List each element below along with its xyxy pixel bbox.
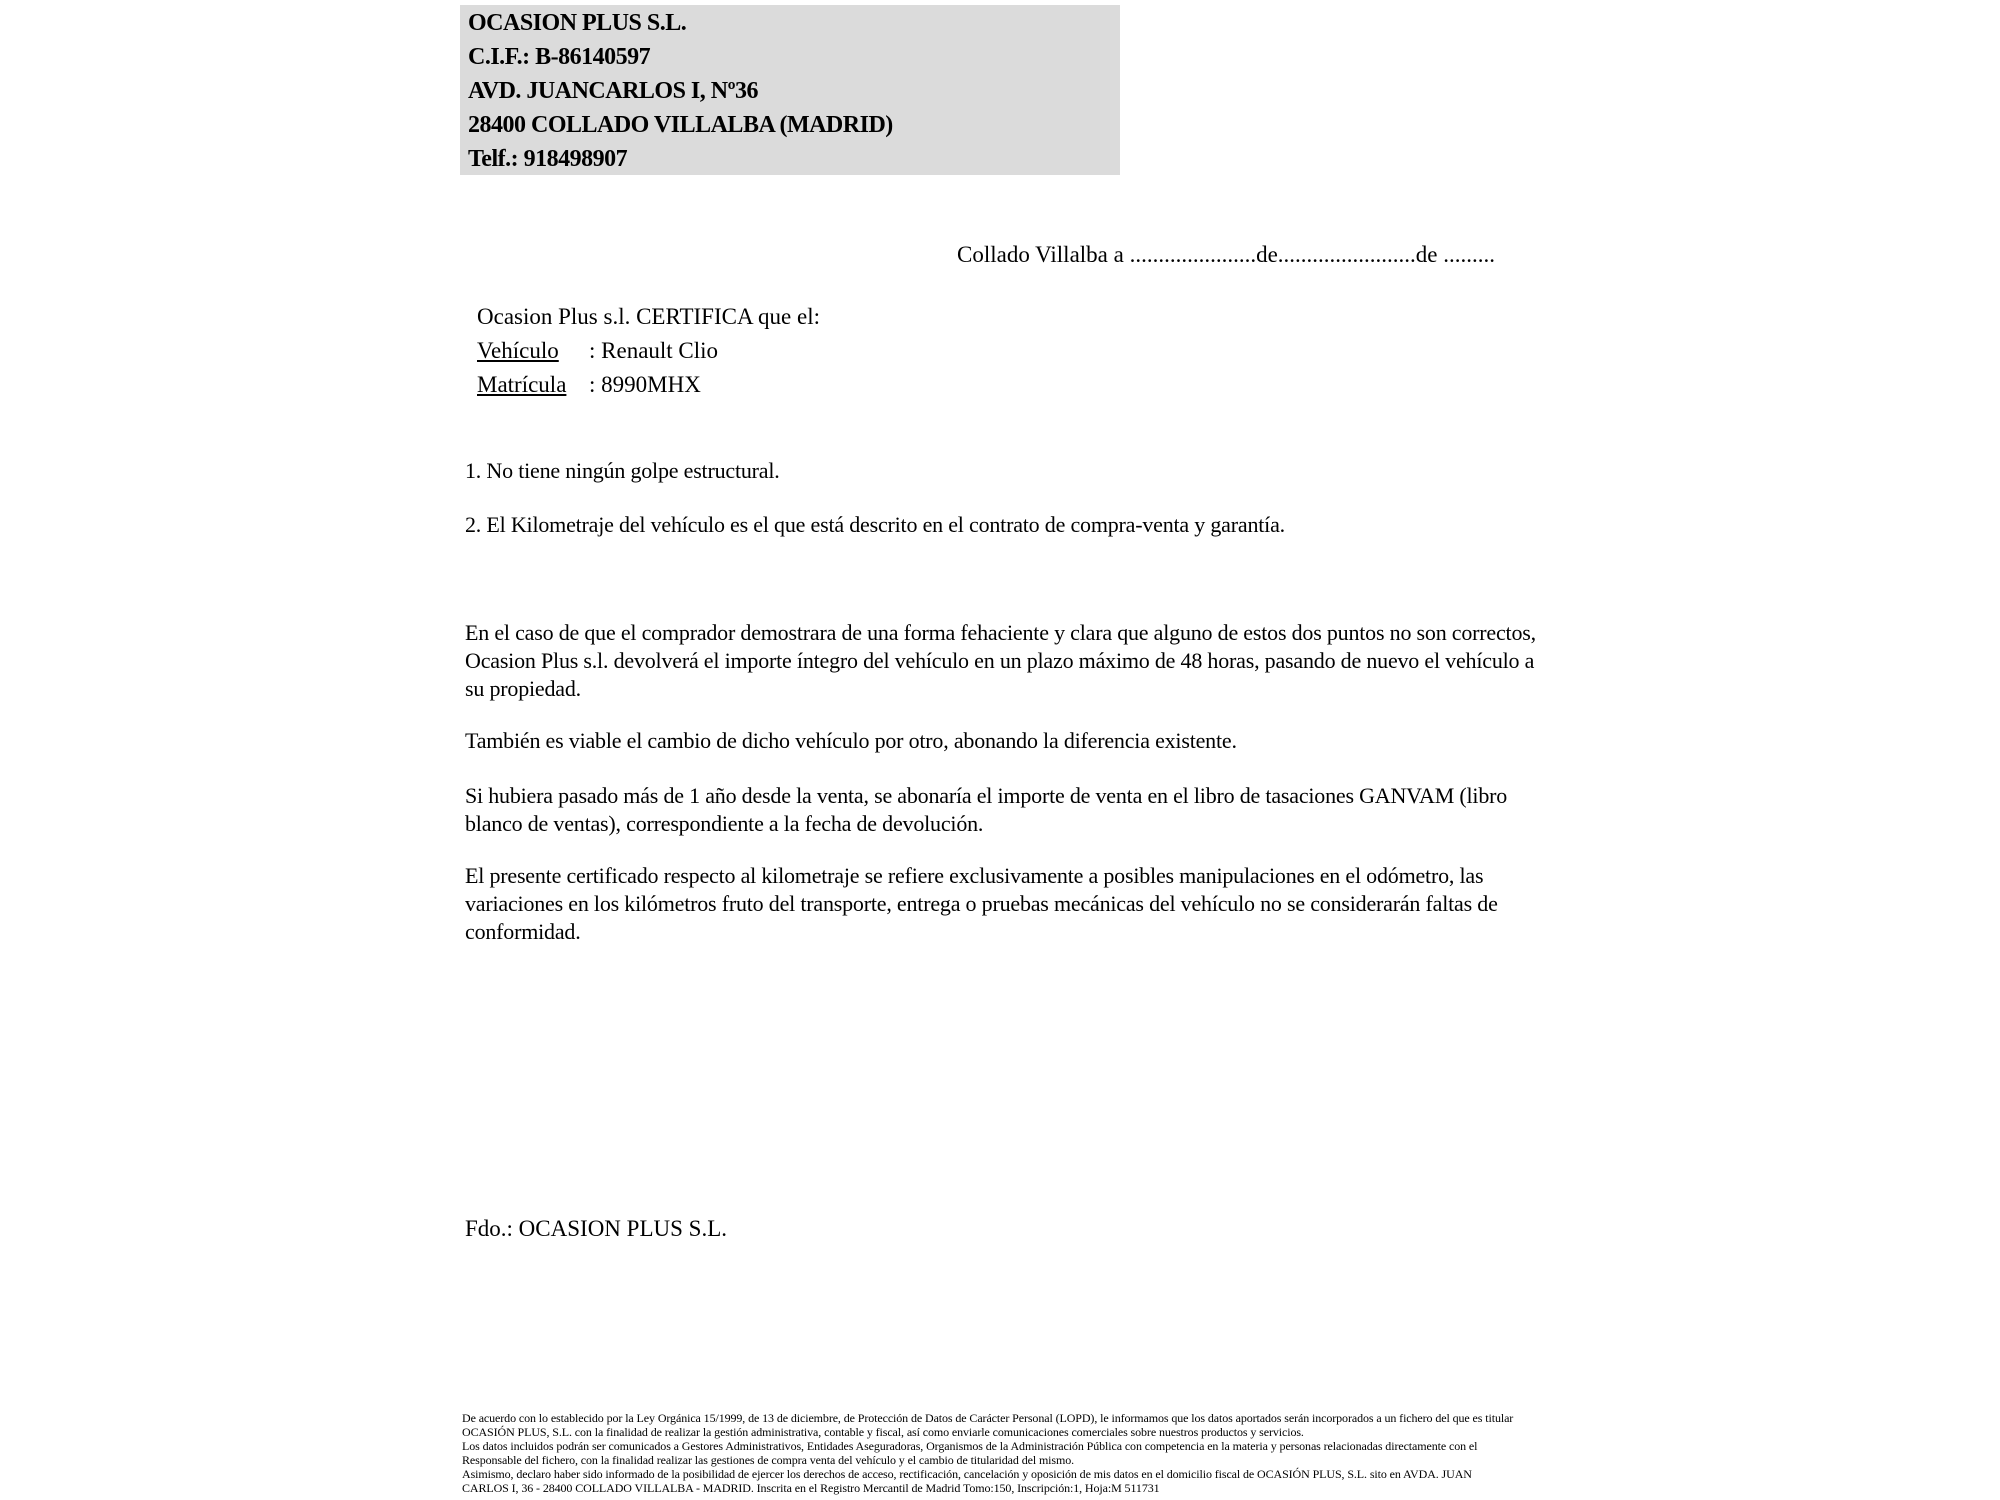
vehicle-row [477,334,820,368]
legal-line: CARLOS I, 36 - 28400 COLLADO VILLALBA - MADRID. Inscrita en el Registro Mercantil de Madrid Tomo:150, Inscripción:1, Hoja:M 511731 [462,1481,1160,1495]
legal-line: De acuerdo con lo establecido por la Ley Orgánica 15/1999, de 13 de diciembre, de Protección de Datos de Carácter Personal (LOPD), le informamos que los datos aportados serán incorporados a un fichero del que es titular [462,1411,1514,1425]
company-phone: Telf.: 918498907 [468,146,628,172]
point-structural: 1. No tiene ningún golpe estructural. [465,458,780,483]
legal-footer [462,1411,1962,1495]
signature-line: Fdo.: OCASION PLUS S.L. [465,1216,727,1241]
paragraph-refund-guarantee: En el caso de que el comprador demostrara de una forma fehaciente y clara que alguno de estos dos puntos no son correctos, Ocasion Plus s.l. devolverá el importe íntegro del vehículo en un plazo máximo de 48 horas, pasando de nuevo el vehículo a su propiedad. [465,620,1536,701]
plate-value: : 8990MHX [589,372,701,397]
certify-intro: Ocasion Plus s.l. CERTIFICA que el: [477,304,820,329]
company-header-box [460,5,1120,175]
company-name: OCASION PLUS S.L. [468,10,687,36]
plate-row [477,368,820,402]
company-address: AVD. JUANCARLOS I, Nº36 [468,78,759,104]
legal-line: Los datos incluidos podrán ser comunicados a Gestores Administrativos, Entidades Aseguradoras, Organismos de la Administración Pública con competencia en la materia y personas relacionadas directamente con el [462,1439,1478,1453]
legal-line: OCASIÓN PLUS, S.L. con la finalidad de realizar la gestión administrativa, contable y fiscal, así como enviarle comunicaciones comerciales sobre nuestros productos y servicios. [462,1425,1304,1439]
paragraph-exchange-option: También es viable el cambio de dicho vehículo por otro, abonando la diferencia existente. [465,728,1237,753]
paragraph-odometer-disclaimer: El presente certificado respecto al kilometraje se refiere exclusivamente a posibles manipulaciones en el odómetro, las variaciones en los kilómetros fruto del transporte, entrega o pruebas mecánicas del vehículo no se considerarán faltas de conformidad. [465,863,1498,944]
paragraph-ganvam-valuation: Si hubiera pasado más de 1 año desde la venta, se abonaría el importe de venta en el libro de tasaciones GANVAM (libro blanco de ventas), correspondiente a la fecha de devolución. [465,783,1508,836]
company-postal-city: 28400 COLLADO VILLALBA (MADRID) [468,112,893,138]
vehicle-value: : Renault Clio [589,338,719,363]
date-line: Collado Villalba a ......................de........................de ......... [957,242,1495,267]
legal-line: Responsable del fichero, con la finalidad realizar las gestiones de compra venta del vehículo y el cambio de titularidad del mismo. [462,1453,1075,1467]
company-cif: C.I.F.: B-86140597 [468,44,651,70]
certification-block [477,300,820,402]
vehicle-label: Vehículo [477,338,559,363]
legal-line: Asimismo, declaro haber sido informado de la posibilidad de ejercer los derechos de acceso, rectificación, cancelación y oposición de mis datos en el domicilio fiscal de OCASIÓN PLUS, S.L. sito en AVDA. JUAN [462,1467,1472,1481]
plate-label: Matrícula [477,372,567,397]
point-mileage: 2. El Kilometraje del vehículo es el que está descrito en el contrato de compra-venta y garantía. [465,512,1285,537]
